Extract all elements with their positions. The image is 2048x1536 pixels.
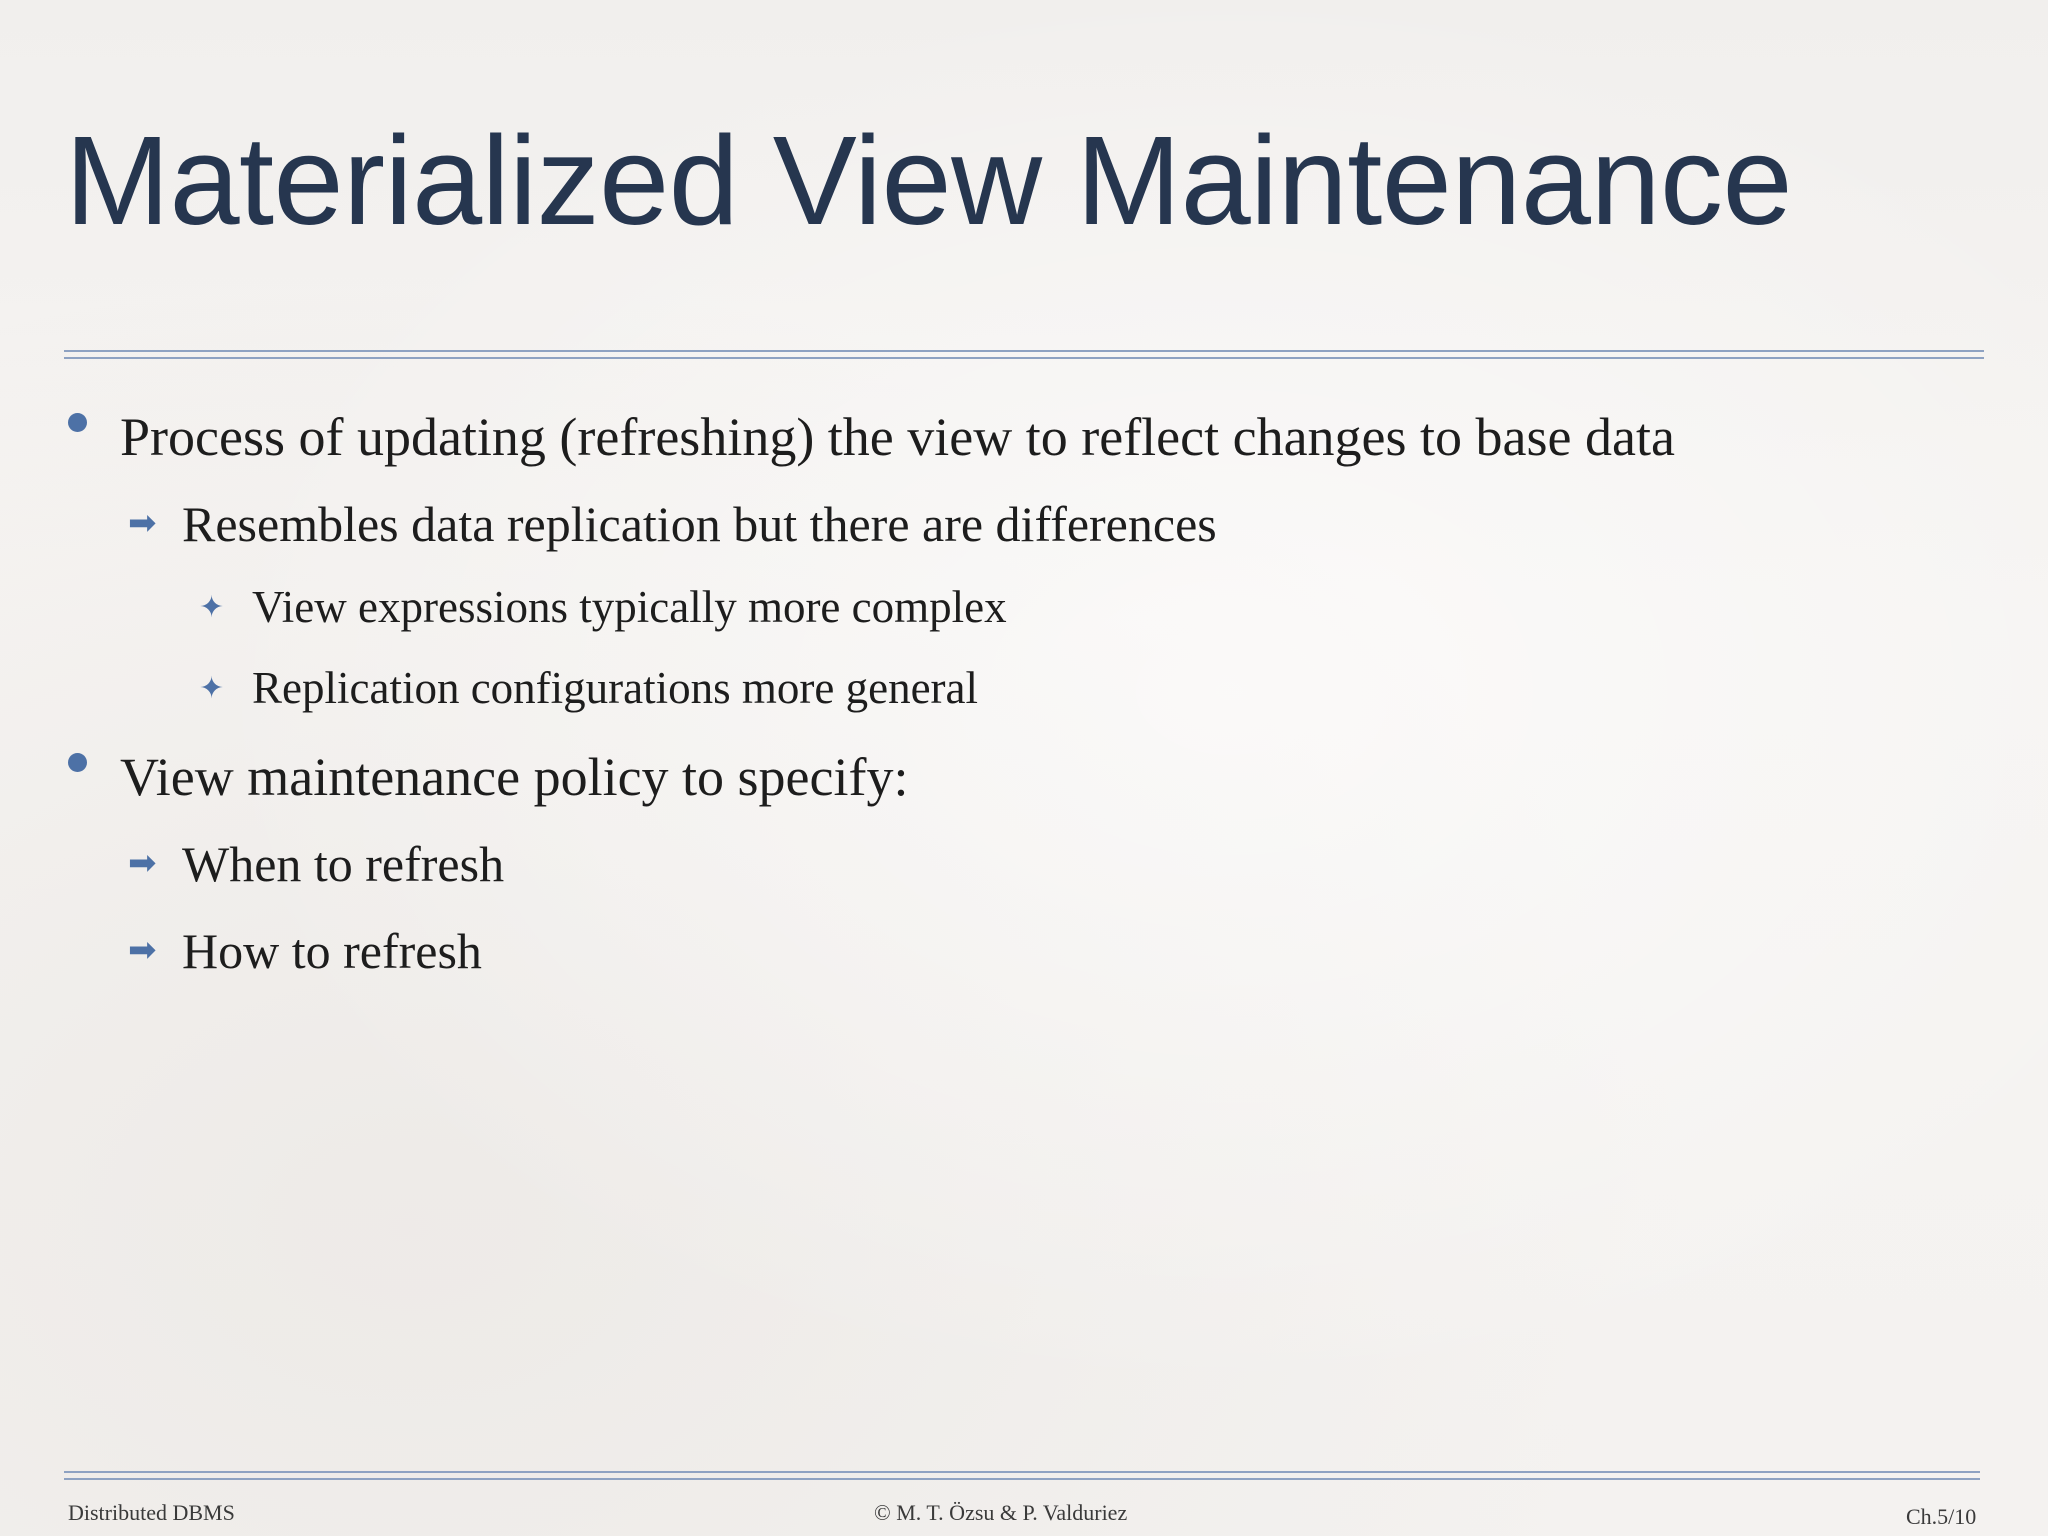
footer-page-number: Ch.5/10	[1906, 1504, 1977, 1529]
bullet-text: View maintenance policy to specify:	[120, 747, 909, 807]
sub-sub-bullet-text: View expressions typically more complex	[252, 582, 1007, 632]
arrow-bullet-icon: ➡	[128, 503, 157, 543]
sub-bullet-text: How to refresh	[182, 923, 482, 979]
footer-copyright: © M. T. Özsu & P. Valduriez	[874, 1500, 1128, 1525]
title-divider-line	[64, 357, 1984, 359]
star-bullet-icon: ✦	[199, 671, 225, 706]
arrow-bullet-icon: ➡	[128, 930, 157, 970]
sub-bullet-text: When to refresh	[182, 836, 505, 892]
star-bullet-icon: ✦	[199, 590, 225, 625]
arrow-bullet-icon: ➡	[128, 843, 157, 883]
footer-divider-line	[64, 1471, 1980, 1473]
footer-course-name: Distributed DBMS	[68, 1500, 235, 1525]
bullet-dot-icon	[68, 413, 87, 432]
title-divider-line	[64, 350, 1984, 352]
bullet-dot-icon	[68, 753, 87, 772]
sub-bullet-text: Resembles data replication but there are differences	[182, 496, 1217, 552]
bullet-text: Process of updating (refreshing) the view to reflect changes to base data	[120, 407, 1675, 467]
slide-title: Materialized View Maintenance	[65, 110, 1793, 251]
footer-divider-line	[64, 1478, 1980, 1480]
sub-sub-bullet-text: Replication configurations more general	[252, 663, 978, 713]
